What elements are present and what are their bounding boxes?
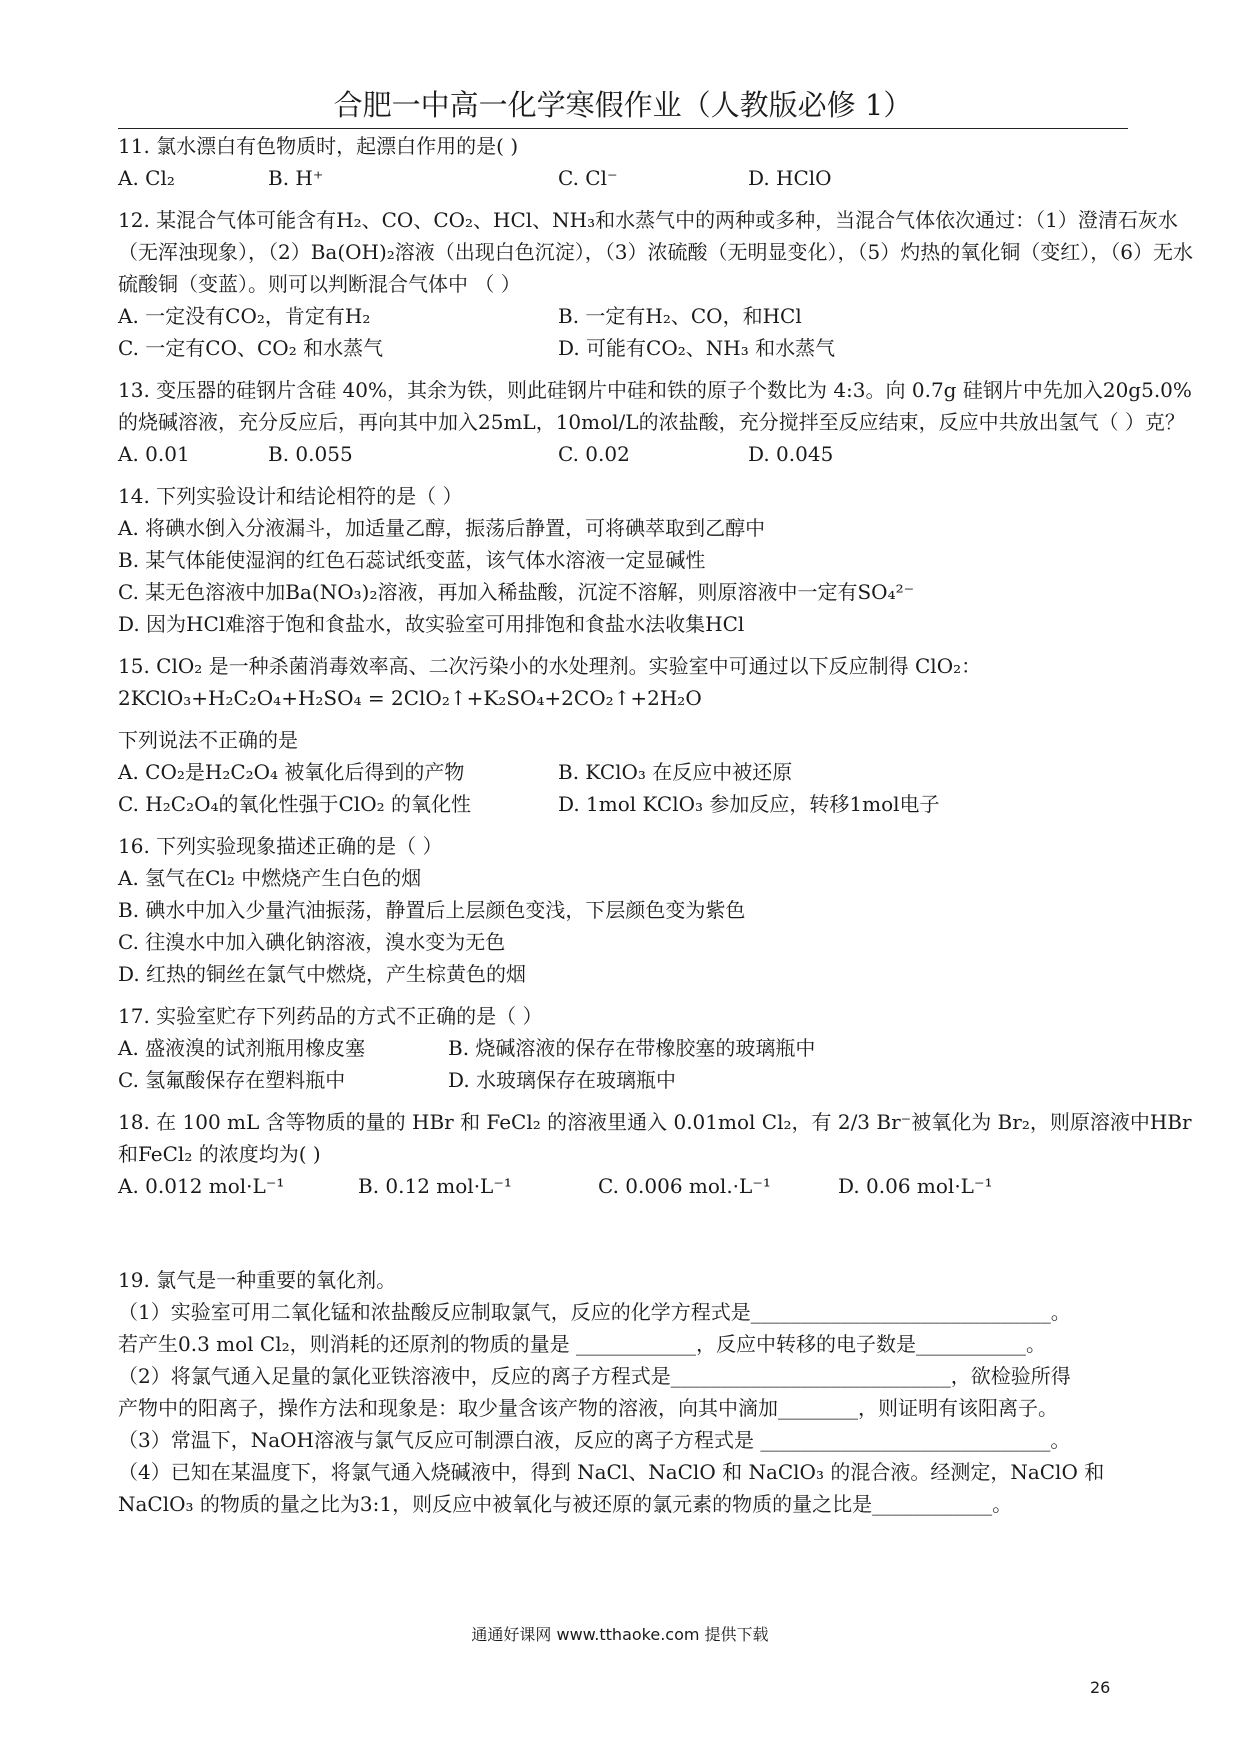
question-content bbox=[118, 130, 1208, 1520]
q17-option-c: C. 氢氟酸保存在塑料瓶中 bbox=[118, 1068, 346, 1092]
q13-options bbox=[118, 438, 1208, 470]
q11-stem: 11. 氯水漂白有色物质时，起漂白作用的是( ) bbox=[118, 134, 519, 158]
q15-option-a: A. CO₂是H₂C₂O₄ 被氧化后得到的产物 bbox=[118, 760, 465, 784]
q12-option-c: C. 一定有CO、CO₂ 和水蒸气 bbox=[118, 336, 384, 360]
q11-option-c: C. Cl⁻ bbox=[558, 166, 618, 190]
q17-option-a: A. 盛液溴的试剂瓶用橡皮塞 bbox=[118, 1036, 366, 1060]
q17-option-d: D. 水玻璃保存在玻璃瓶中 bbox=[448, 1068, 677, 1092]
q15-option-b: B. KClO₃ 在反应中被还原 bbox=[558, 760, 793, 784]
q19-line-2: 若产生0.3 mol Cl₂，则消耗的还原剂的物质的量是 ____________，反应中转移的电子数是___________。 bbox=[118, 1332, 1046, 1356]
q12-option-d: D. 可能有CO₂、NH₃ 和水蒸气 bbox=[558, 336, 836, 360]
q17-stem: 17. 实验室贮存下列药品的方式不正确的是（ ） bbox=[118, 1004, 543, 1028]
q13-option-d: D. 0.045 bbox=[748, 442, 834, 466]
q19-line-3: （2）将氯气通入足量的氯化亚铁溶液中，反应的离子方程式是____________________________，欲检验所得 bbox=[118, 1364, 1071, 1388]
q16-option-d: D. 红热的铜丝在氯气中燃烧，产生棕黄色的烟 bbox=[118, 962, 527, 986]
q14-option-d: D. 因为HCl难溶于饱和食盐水，故实验室可用排饱和食盐水法收集HCl bbox=[118, 612, 745, 636]
q14-option-c: C. 某无色溶液中加Ba(NO₃)₂溶液，再加入稀盐酸，沉淀不溶解，则原溶液中一定有SO₄²⁻ bbox=[118, 580, 915, 604]
q15-equation: 2KClO₃+H₂C₂O₄+H₂SO₄ = 2ClO₂↑+K₂SO₄+2CO₂↑+2H₂O bbox=[118, 686, 702, 710]
q12-options-row1 bbox=[118, 300, 1208, 332]
q18-option-a: A. 0.012 mol·L⁻¹ bbox=[118, 1174, 285, 1198]
q19-line-4: 产物中的阳离子，操作方法和现象是：取少量含该产物的溶液，向其中滴加________，则证明有该阳离子。 bbox=[118, 1396, 1058, 1420]
q11-options bbox=[118, 162, 1208, 194]
q19-line-6: （4）已知在某温度下，将氯气通入烧碱液中，得到 NaCl、NaClO 和 NaClO₃ 的混合液。经测定，NaClO 和 bbox=[118, 1460, 1105, 1484]
q19-line-7: NaClO₃ 的物质的量之比为3:1，则反应中被氧化与被还原的氯元素的物质的量之比是____________。 bbox=[118, 1492, 1013, 1516]
q18-stem: 18. 在 100 mL 含等物质的量的 HBr 和 FeCl₂ 的溶液里通入 0.01mol Cl₂，有 2/3 Br⁻被氧化为 Br₂，则原溶液中HBr和FeCl₂ 的浓度均为( ) bbox=[118, 1110, 1192, 1166]
q12-option-a: A. 一定没有CO₂，肯定有H₂ bbox=[118, 304, 371, 328]
q15-options-row2 bbox=[118, 788, 1208, 820]
q11-option-d: D. HClO bbox=[748, 166, 832, 190]
q14-option-a: A. 将碘水倒入分液漏斗，加适量乙醇，振荡后静置，可将碘萃取到乙醇中 bbox=[118, 516, 766, 540]
q12-options-row2 bbox=[118, 332, 1208, 364]
page-number: 26 bbox=[1090, 1678, 1111, 1697]
q15-option-c: C. H₂C₂O₄的氧化性强于ClO₂ 的氧化性 bbox=[118, 792, 471, 816]
q15-options-row1 bbox=[118, 756, 1208, 788]
q17-options-row1 bbox=[118, 1032, 1208, 1064]
footer-source: 通通好课网 www.tthaoke.com 提供下载 bbox=[471, 1625, 769, 1644]
q14-option-b: B. 某气体能使湿润的红色石蕊试纸变蓝，该气体水溶液一定显碱性 bbox=[118, 548, 706, 572]
q16-option-a: A. 氢气在Cl₂ 中燃烧产生白色的烟 bbox=[118, 866, 422, 890]
q15-stem: 15. ClO₂ 是一种杀菌消毒效率高、二次污染小的水处理剂。实验室中可通过以下反应制得 ClO₂： bbox=[118, 654, 982, 678]
q11-option-b: B. H⁺ bbox=[268, 166, 324, 190]
q12-option-b: B. 一定有H₂、CO，和HCl bbox=[558, 304, 802, 328]
q12-stem: 12. 某混合气体可能含有H₂、CO、CO₂、HCl、NH₃和水蒸气中的两种或多种，当混合气体依次通过：（1）澄清石灰水（无浑浊现象），（2）Ba(OH)₂溶液（出现白色沉淀），（3）浓硫酸（无明显变化），（5）灼热的氧化铜（变红），（6）无水硫酸铜（变蓝）。则可以判断混合气体中 （ ） bbox=[118, 208, 1193, 296]
q16-option-c: C. 往溴水中加入碘化钠溶液，溴水变为无色 bbox=[118, 930, 506, 954]
q19-line-5: （3）常温下，NaOH溶液与氯气反应可制漂白液，反应的离子方程式是 _____________________________。 bbox=[118, 1428, 1071, 1452]
q19-stem: 19. 氯气是一种重要的氧化剂。 bbox=[118, 1268, 397, 1292]
q17-option-b: B. 烧碱溶液的保存在带橡胶塞的玻璃瓶中 bbox=[448, 1036, 816, 1060]
q13-option-b: B. 0.055 bbox=[268, 442, 353, 466]
q17-options-row2 bbox=[118, 1064, 1208, 1096]
q16-stem: 16. 下列实验现象描述正确的是（ ） bbox=[118, 834, 443, 858]
q18-options bbox=[118, 1170, 1208, 1202]
q19-line-1: （1）实验室可用二氧化锰和浓盐酸反应制取氯气，反应的化学方程式是______________________________。 bbox=[118, 1300, 1071, 1324]
q15-option-d: D. 1mol KClO₃ 参加反应，转移1mol电子 bbox=[558, 792, 940, 816]
q16-option-b: B. 碘水中加入少量汽油振荡，静置后上层颜色变浅，下层颜色变为紫色 bbox=[118, 898, 746, 922]
q18-option-c: C. 0.006 mol.·L⁻¹ bbox=[598, 1174, 771, 1198]
q14-stem: 14. 下列实验设计和结论相符的是（ ） bbox=[118, 484, 463, 508]
q11-option-a: A. Cl₂ bbox=[118, 166, 175, 190]
page-title: 合肥一中高一化学寒假作业（人教版必修 1） bbox=[118, 82, 1128, 129]
q13-stem: 13. 变压器的硅钢片含硅 40%，其余为铁，则此硅钢片中硅和铁的原子个数比为 4:3。向 0.7g 硅钢片中先加入20g5.0%的烧碱溶液，充分反应后，再向其中加入25mL，10mol/L的浓盐酸，充分搅拌至反应结束，反应中共放出氢气（ ）克？ bbox=[118, 378, 1192, 434]
q18-option-b: B. 0.12 mol·L⁻¹ bbox=[358, 1174, 512, 1198]
q18-option-d: D. 0.06 mol·L⁻¹ bbox=[838, 1174, 993, 1198]
q13-option-a: A. 0.01 bbox=[118, 442, 190, 466]
q15-question: 下列说法不正确的是 bbox=[118, 728, 298, 752]
q13-option-c: C. 0.02 bbox=[558, 442, 630, 466]
